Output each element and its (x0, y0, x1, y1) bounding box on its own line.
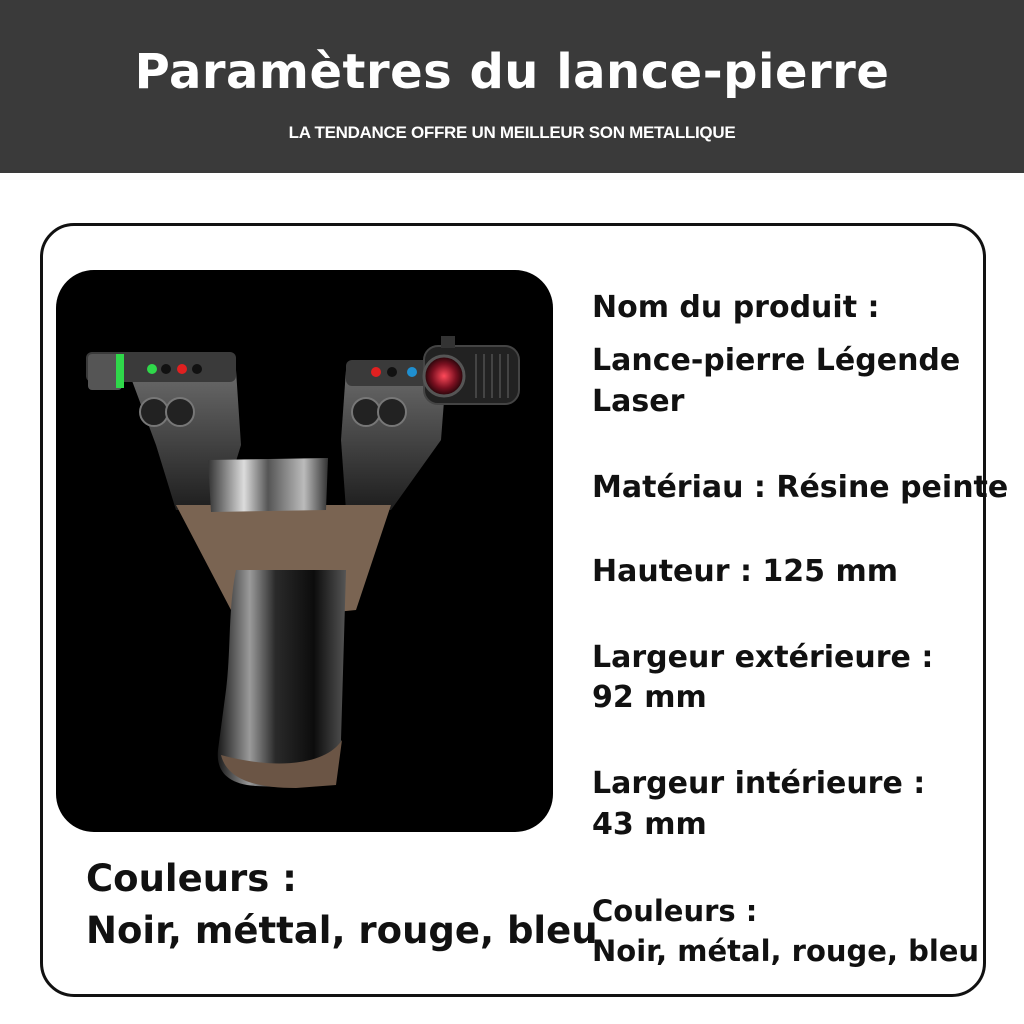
spec-material: Matériau : Résine peinte (592, 470, 1009, 505)
spec-colors-value: Noir, métal, rouge, bleu (592, 934, 980, 968)
spec-colors-label: Couleurs : (592, 894, 758, 928)
colors-caption (86, 853, 598, 957)
slingshot-icon (56, 270, 553, 832)
spec-name-label: Nom du produit : (592, 290, 880, 325)
spec-inner-width-label: Largeur intérieure : (592, 766, 926, 801)
page-subtitle: LA TENDANCE OFFRE UN MEILLEUR SON METALLIQUE (288, 123, 736, 142)
page-title: Paramètres du lance-pierre (134, 44, 890, 100)
page-header (0, 0, 1024, 173)
spec-outer-width-value: 92 mm (592, 680, 707, 715)
spec-height: Hauteur : 125 mm (592, 554, 899, 589)
spec-name-line2: Laser (592, 384, 685, 419)
product-photo (56, 270, 553, 832)
colors-caption-label: Couleurs : (86, 857, 297, 900)
spec-name-line1: Lance-pierre Légende (592, 343, 961, 378)
spec-inner-width-value: 43 mm (592, 807, 707, 842)
spec-outer-width-label: Largeur extérieure : (592, 640, 934, 675)
colors-caption-value: Noir, méttal, rouge, bleu (86, 909, 598, 952)
